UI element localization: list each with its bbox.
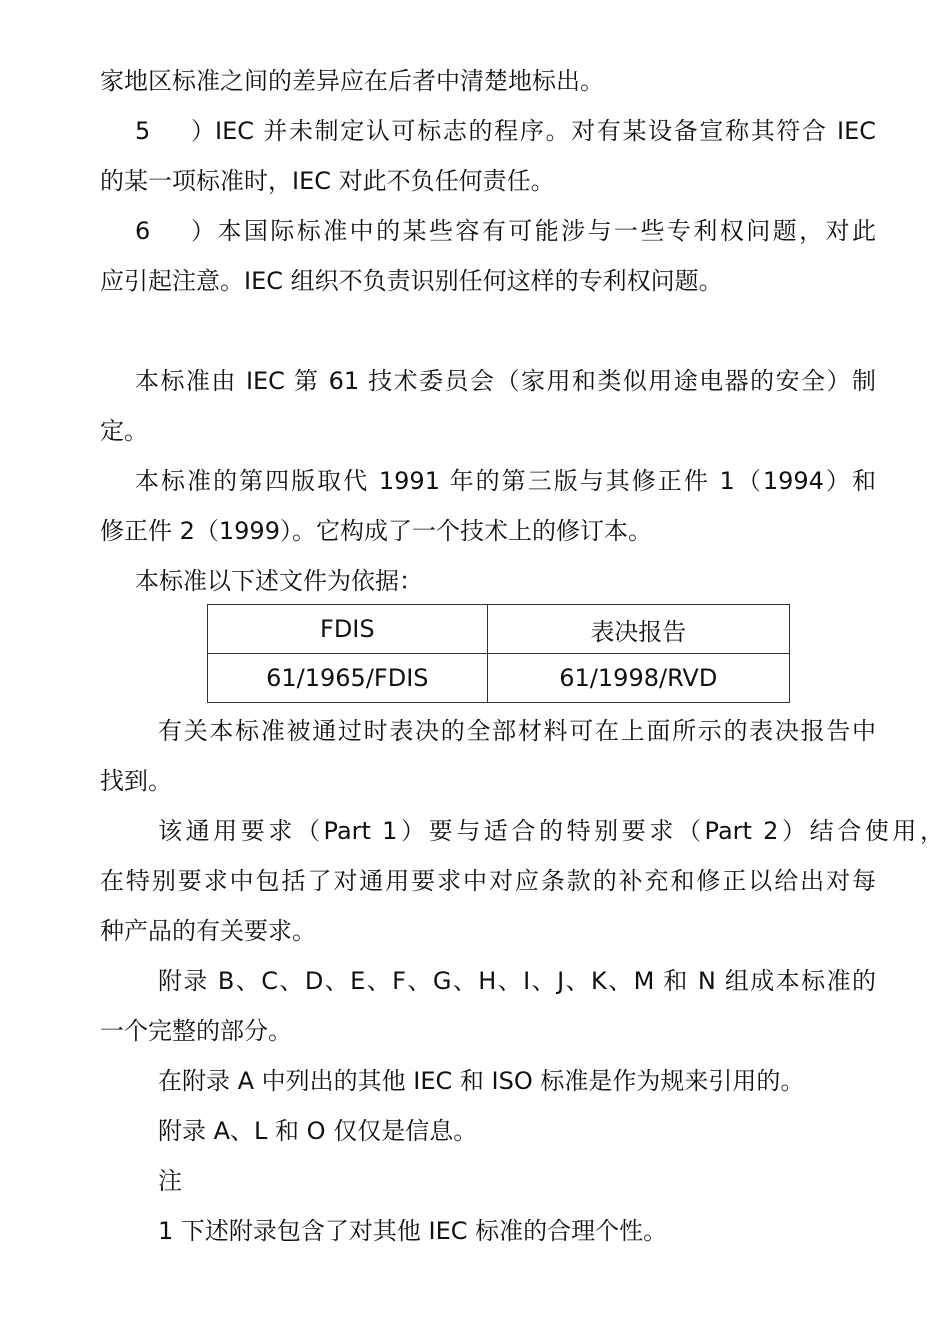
item-6-line-1 <box>135 216 876 246</box>
voting-line-2: 找到。 <box>100 767 172 795</box>
part-line-3: 种产品的有关要求。 <box>100 917 316 945</box>
annex-info-line: 附录 A、L 和 O 仅仅是信息。 <box>158 1117 478 1145</box>
table-row <box>208 654 790 703</box>
committee-line-2: 定。 <box>100 417 148 445</box>
item-5-line-2: 的某一项标准时，IEC 对此不负任何责任。 <box>100 167 555 195</box>
item-5-number: 5） <box>135 117 215 145</box>
item-5-line-1 <box>135 116 876 146</box>
basis-intro: 本标准以下述文件为依据： <box>135 567 423 595</box>
part-line-2: 在特别要求中包括了对通用要求中对应条款的补充和修正以给出对每 <box>100 867 876 895</box>
item-6-line-2: 应引起注意。IEC 组织不负责识别任何这样的专利权问题。 <box>100 267 723 295</box>
part-line-1: 该通用要求（Part 1）要与适合的特别要求（Part 2）结合使用， <box>158 817 944 845</box>
note-label: 注 <box>158 1167 182 1195</box>
annex-line-1: 附录 B、C、D、E、F、G、H、I、J、K、M 和 N 组成本标准的 <box>158 967 876 995</box>
annex-line-2: 一个完整的部分。 <box>100 1017 292 1045</box>
table-header-cell: 表决报告 <box>487 605 789 654</box>
committee-line-1: 本标准由 IEC 第 61 技术委员会（家用和类似用途电器的安全）制 <box>135 367 876 395</box>
voting-line-1: 有关本标准被通过时表决的全部材料可在上面所示的表决报告中 <box>158 717 876 745</box>
item-6-text: 本国际标准中的某些容有可能涉与一些专利权问题，对此 <box>215 217 876 245</box>
table-cell: 61/1965/FDIS <box>208 654 488 703</box>
table-header-cell: FDIS <box>208 605 488 654</box>
item-5-text: IEC 并未制定认可标志的程序。对有某设备宣称其符合 IEC <box>215 117 876 145</box>
table-header-row <box>208 605 790 654</box>
edition-line-2: 修正件 2（1999）。它构成了一个技术上的修订本。 <box>100 517 652 545</box>
edition-line-1: 本标准的第四版取代 1991 年的第三版与其修正件 1（1994）和 <box>135 467 876 495</box>
note-1: 1 下述附录包含了对其他 IEC 标准的合理个性。 <box>158 1217 668 1245</box>
paragraph-line: 家地区标准之间的差异应在后者中清楚地标出。 <box>100 67 604 95</box>
voting-documents-table <box>207 604 790 703</box>
annex-a-line: 在附录 A 中列出的其他 IEC 和 ISO 标准是作为规来引用的。 <box>158 1067 805 1095</box>
item-6-number: 6） <box>135 217 215 245</box>
table-cell: 61/1998/RVD <box>487 654 789 703</box>
